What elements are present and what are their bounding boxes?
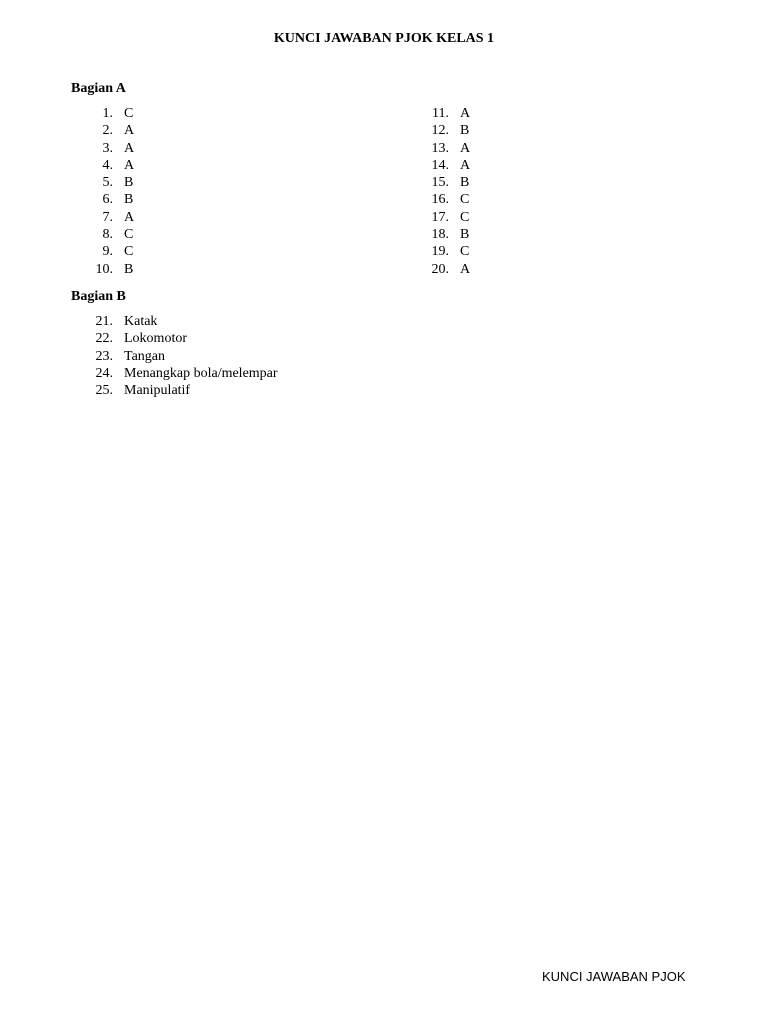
answer-row	[71, 330, 278, 347]
answer-number: 8.	[102, 227, 113, 243]
answer-value: Menangkap bola/melempar	[124, 365, 278, 381]
answer-number: 24.	[95, 365, 113, 381]
answer-number: 25.	[95, 383, 113, 399]
answer-value: B	[460, 175, 470, 191]
answer-number: 20.	[431, 261, 449, 277]
answer-row	[71, 313, 278, 330]
answer-value: A	[124, 209, 135, 225]
answer-value: C	[124, 106, 134, 121]
answer-row	[71, 140, 134, 157]
answer-row	[71, 157, 134, 174]
answer-list-bagian-a-right	[407, 105, 470, 278]
answer-value: C	[124, 227, 134, 243]
answer-value: B	[460, 227, 470, 243]
answer-value: Katak	[124, 314, 158, 329]
answer-row	[71, 105, 134, 122]
answer-number: 4.	[102, 157, 113, 173]
answer-row	[71, 243, 134, 260]
answer-row	[407, 209, 470, 226]
answer-value: B	[124, 175, 134, 191]
answer-value: Tangan	[124, 348, 166, 364]
answer-value: Lokomotor	[124, 331, 187, 347]
answer-number: 16.	[431, 192, 449, 208]
answer-row	[71, 382, 278, 399]
answer-value: A	[124, 123, 135, 139]
answer-row	[407, 157, 470, 174]
answer-value: B	[124, 192, 134, 208]
answer-value: Manipulatif	[124, 383, 191, 399]
answer-row	[407, 191, 470, 208]
answer-value: A	[460, 261, 471, 277]
answer-number: 19.	[431, 244, 449, 260]
answer-number: 17.	[431, 209, 449, 225]
answer-value: A	[124, 157, 135, 173]
answer-number: 13.	[431, 140, 449, 156]
answer-row	[71, 174, 134, 191]
answer-number: 14.	[431, 157, 449, 173]
answer-row	[71, 209, 134, 226]
page-title: KUNCI JAWABAN PJOK KELAS 1	[273, 31, 495, 46]
answer-number: 3.	[102, 140, 113, 156]
answer-row	[407, 105, 470, 122]
section-heading-bagian-b: Bagian B	[71, 289, 126, 304]
answer-value: C	[460, 209, 470, 225]
answer-value: A	[124, 140, 135, 156]
answer-row	[71, 226, 134, 243]
answer-value: A	[460, 140, 471, 156]
answer-value: B	[124, 261, 134, 277]
answer-number: 6.	[102, 192, 113, 208]
answer-number: 2.	[102, 123, 113, 139]
answer-value: A	[460, 157, 471, 173]
answer-number: 10.	[95, 261, 113, 277]
answer-row	[407, 174, 470, 191]
answer-row	[407, 122, 470, 139]
answer-number: 18.	[431, 227, 449, 243]
answer-row	[71, 191, 134, 208]
answer-row	[407, 140, 470, 157]
answer-row	[71, 365, 278, 382]
answer-number: 22.	[95, 331, 113, 347]
answer-value: C	[460, 192, 470, 208]
answer-number: 7.	[102, 209, 113, 225]
answer-number: 15.	[431, 175, 449, 191]
answer-number: 12.	[431, 123, 449, 139]
answer-value: C	[124, 244, 134, 260]
answer-list-bagian-b	[71, 313, 278, 399]
answer-number: 23.	[95, 348, 113, 364]
page-footer: KUNCI JAWABAN PJOK	[542, 969, 686, 984]
answer-row	[71, 122, 134, 139]
answer-row	[71, 261, 134, 278]
answer-row	[407, 243, 470, 260]
answer-number: 21.	[95, 314, 113, 329]
answer-number: 11.	[432, 106, 449, 121]
answer-number: 5.	[102, 175, 113, 191]
answer-value: A	[460, 106, 471, 121]
answer-row	[407, 261, 470, 278]
section-heading-bagian-a: Bagian A	[71, 81, 126, 96]
answer-list-bagian-a-left	[71, 105, 134, 278]
answer-number: 1.	[102, 106, 113, 121]
answer-row	[407, 226, 470, 243]
answer-value: B	[460, 123, 470, 139]
answer-row	[71, 348, 278, 365]
answer-number: 9.	[102, 244, 113, 260]
answer-value: C	[460, 244, 470, 260]
